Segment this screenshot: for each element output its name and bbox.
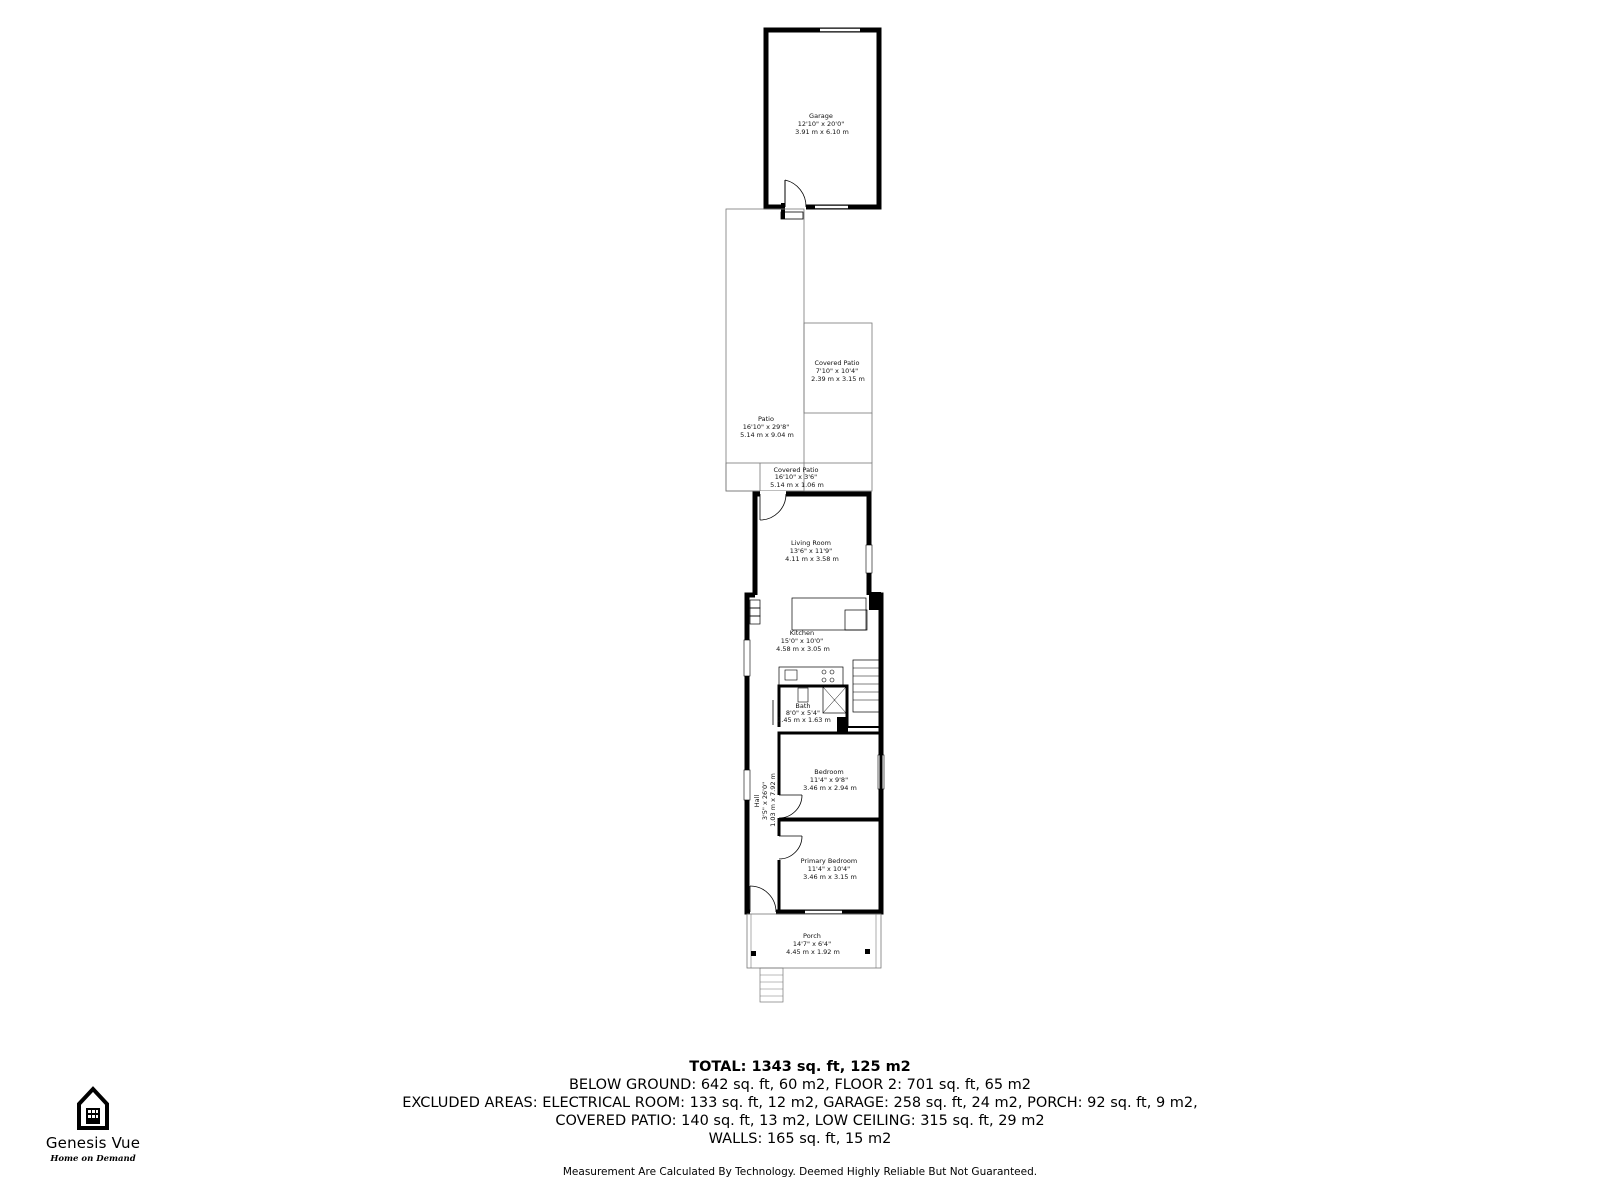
room-label-patio: Patio 16'10" x 29'8" 5.14 m x 9.04 m: [740, 415, 794, 439]
brand-tagline: Home on Demand: [50, 1154, 136, 1164]
porch: [747, 914, 881, 1002]
summary-line: COVERED PATIO: 140 sq. ft, 13 m2, LOW CEILING: 315 sq. ft, 29 m2: [555, 1113, 1045, 1129]
summary-line: EXCLUDED AREAS: ELECTRICAL ROOM: 133 sq. ft, 12 m2, GARAGE: 258 sq. ft, 24 m2, PORCH: 92 sq. ft, 9 m2,: [402, 1095, 1198, 1111]
room-label-hall: Hall 3'5" x 26'0" 1.03 m x 7.92 m: [753, 773, 777, 827]
room-label-bath: Bath 8'0" x 5'4" 2.45 m x 1.63 m: [777, 702, 831, 724]
disclaimer: Measurement Are Calculated By Technology. Deemed Highly Reliable But Not Guaranteed.: [562, 1166, 1038, 1178]
patio-area: [726, 209, 872, 491]
house-building-icon: [76, 1086, 110, 1130]
summary-line: WALLS: 165 sq. ft, 15 m2: [708, 1131, 892, 1147]
company-logo: [38, 1086, 148, 1164]
room-label-primary-bedroom: Primary Bedroom 11'4" x 10'4" 3.46 m x 3.15 m: [800, 857, 858, 881]
room-label-bedroom: Bedroom 11'4" x 9'8" 3.46 m x 2.94 m: [803, 768, 857, 792]
room-label-kitchen: Kitchen 15'0" x 10'0" 4.58 m x 3.05 m: [776, 629, 830, 653]
room-label-covered-patio-lower: Covered Patio 16'10" x 3'6" 5.14 m x 1.06 m: [770, 466, 824, 489]
room-label-living-room: Living Room 13'6" x 11'9" 4.11 m x 3.58 m: [785, 539, 839, 563]
brand-name: Genesis Vue: [45, 1134, 141, 1152]
room-label-covered-patio-upper: Covered Patio 7'10" x 10'4" 2.39 m x 3.15 m: [811, 359, 865, 383]
room-label-garage: Garage 12'10" x 20'0" 3.91 m x 6.10 m: [795, 112, 849, 136]
area-summary: [0, 1058, 1600, 1148]
summary-line: BELOW GROUND: 642 sq. ft, 60 m2, FLOOR 2: 701 sq. ft, 65 m2: [568, 1077, 1032, 1093]
total-area: TOTAL: 1343 sq. ft, 125 m2: [689, 1059, 911, 1075]
room-label-porch: Porch 14'7" x 6'4" 4.45 m x 1.92 m: [786, 932, 840, 956]
